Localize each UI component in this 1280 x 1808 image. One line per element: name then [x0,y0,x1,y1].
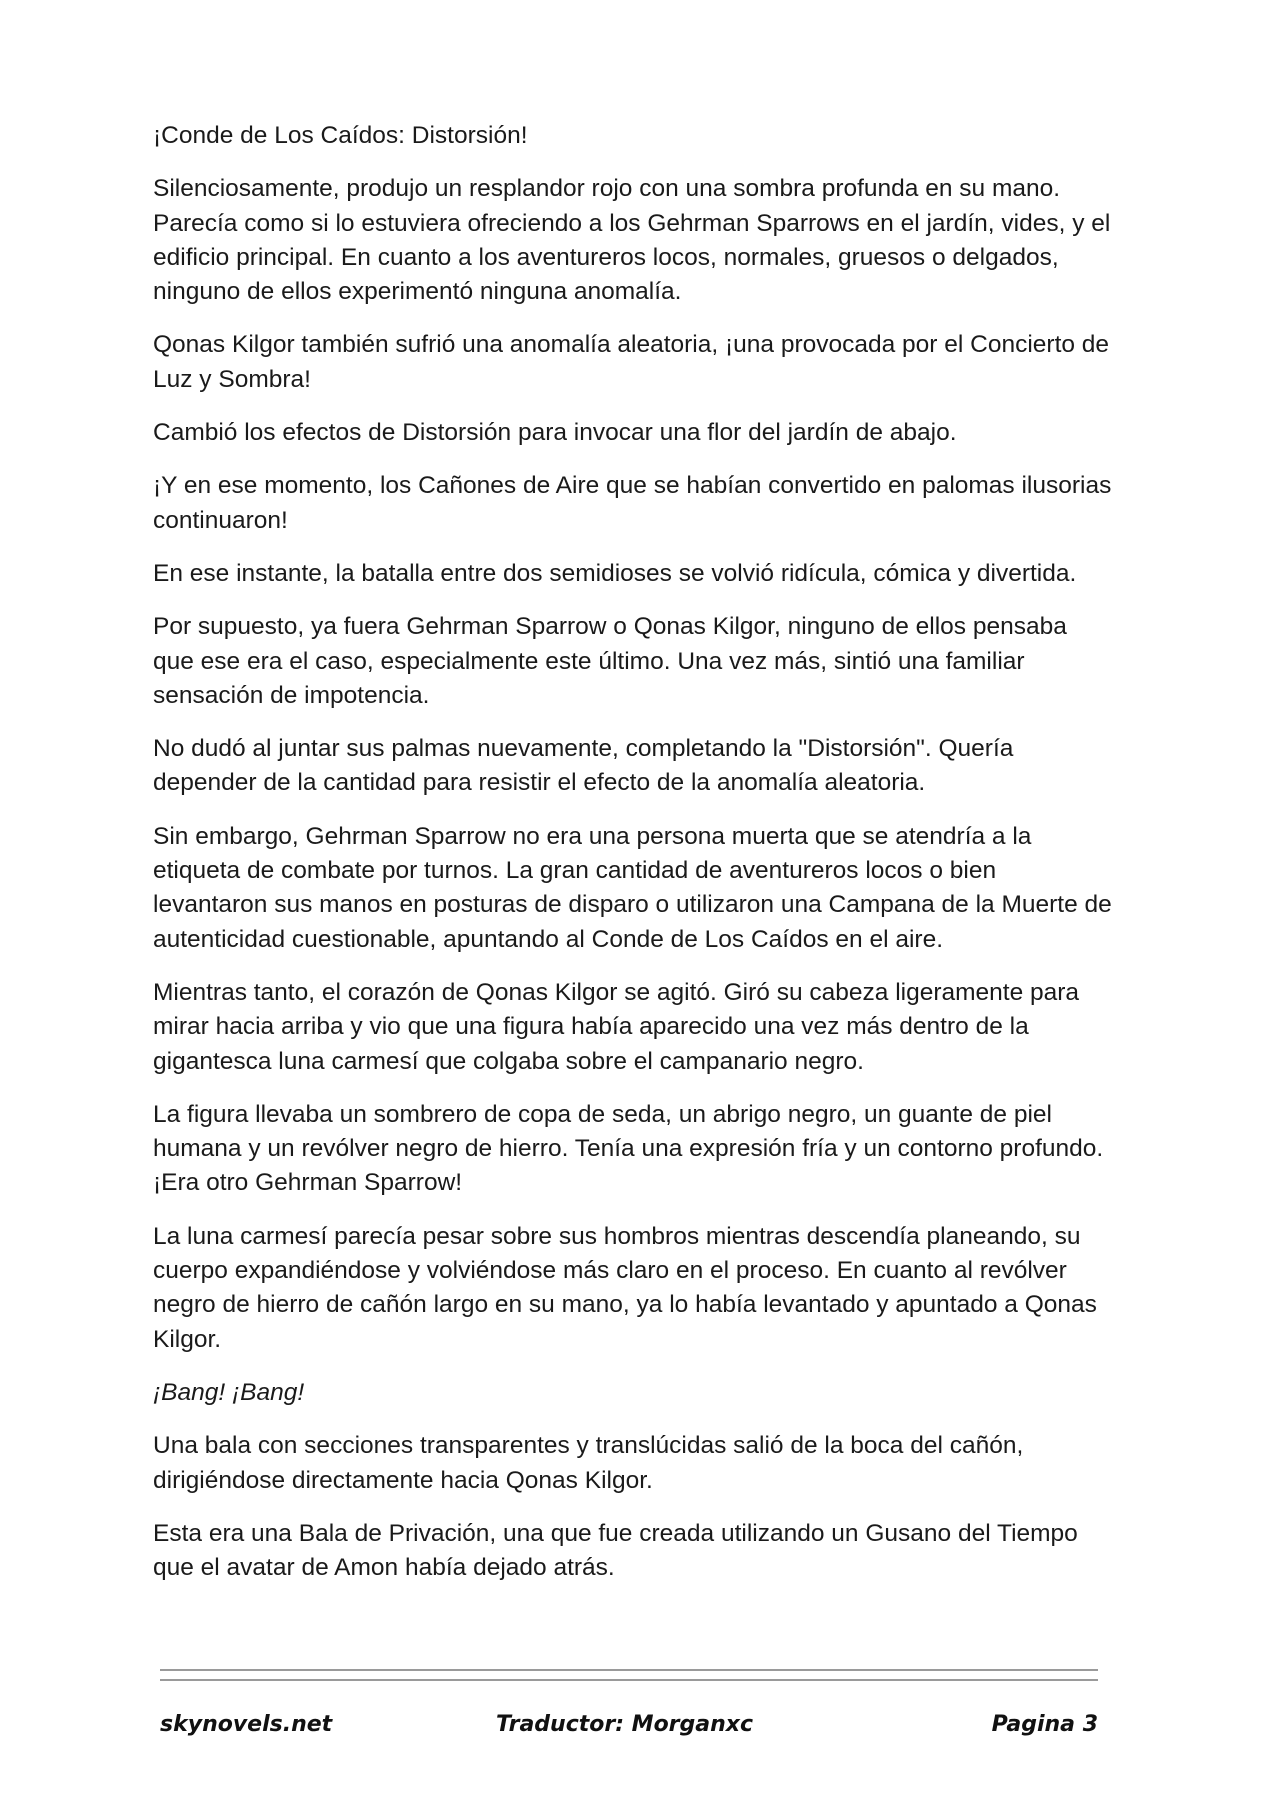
footer-divider-bottom [160,1679,1098,1681]
page-footer [160,1712,1098,1744]
paragraph: Mientras tanto, el corazón de Qonas Kilgor se agitó. Giró su cabeza ligeramente para mirar hacia arriba y vio que una figura había aparecido una vez más dentro de la gigantesca luna carmesí que colgaba sobre el campanario negro. [153,978,1080,1075]
paragraph: Sin embargo, Gehrman Sparrow no era una persona muerta que se atendría a la etiqueta de combate por turnos. La gran cantidad de aventureros locos o bien levantaron sus manos en posturas de disparo o utilizaron una Campana de la Muerte de autenticidad cuestionable, apuntando al Conde de Los Caídos en el aire. [153,822,1112,953]
paragraph: ¡Conde de Los Caídos: Distorsión! [153,122,528,149]
footer-translator: Traductor: Morganxc [496,1712,754,1737]
paragraph: La luna carmesí parecía pesar sobre sus hombros mientras descendía planeando, su cuerpo expandiéndose y volviéndose más claro en el proceso. En cuanto al revólver negro de hierro de cañón largo en su mano, ya lo había levantado y apuntado a Qonas Kilgor. [153,1222,1097,1353]
paragraph: Por supuesto, ya fuera Gehrman Sparrow o Qonas Kilgor, ninguno de ellos pensaba que ese era el caso, especialmente este último. Una vez más, sintió una familiar sensación de impotencia. [153,613,1067,709]
paragraph: En ese instante, la batalla entre dos semidioses se volvió ridícula, cómica y divertida. [153,559,1077,587]
paragraph: No dudó al juntar sus palmas nuevamente, completando la "Distorsión". Quería depender de la cantidad para resistir el efecto de la anomalía aleatoria. [153,735,1014,797]
paragraph: La figura llevaba un sombrero de copa de seda, un abrigo negro, un guante de piel humana y un revólver negro de hierro. Tenía una expresión fría y un contorno profundo. ¡Era otro Gehrman Sparrow! [153,1100,1104,1197]
footer-divider-top [160,1669,1098,1671]
paragraph: Cambió los efectos de Distorsión para invocar una flor del jardín de abajo. [153,419,957,447]
document-body [153,119,1113,1604]
paragraph-sound-effect: ¡Bang! ¡Bang! [153,1378,305,1406]
paragraph: Silenciosamente, produjo un resplandor rojo con una sombra profunda en su mano. Parecía como si lo estuviera ofreciendo a los Gehrman Sparrows en el jardín, vides, y el edificio principal. En cuanto a los aventureros locos, normales, gruesos o delgados, ninguno de ellos experimentó ninguna anomalía. [153,175,1111,306]
footer-site: skynovels.net [160,1712,333,1737]
paragraph: Una bala con secciones transparentes y translúcidas salió de la boca del cañón, dirigiéndose directamente hacia Qonas Kilgor. [153,1432,1024,1494]
footer-page-number: Pagina 3 [991,1712,1098,1737]
paragraph: ¡Y en ese momento, los Cañones de Aire que se habían convertido en palomas ilusorias continuaron! [153,472,1112,534]
paragraph: Esta era una Bala de Privación, una que fue creada utilizando un Gusano del Tiempo que el avatar de Amon había dejado atrás. [153,1519,1078,1582]
paragraph: Qonas Kilgor también sufrió una anomalía aleatoria, ¡una provocada por el Concierto de Luz y Sombra! [153,331,1110,393]
